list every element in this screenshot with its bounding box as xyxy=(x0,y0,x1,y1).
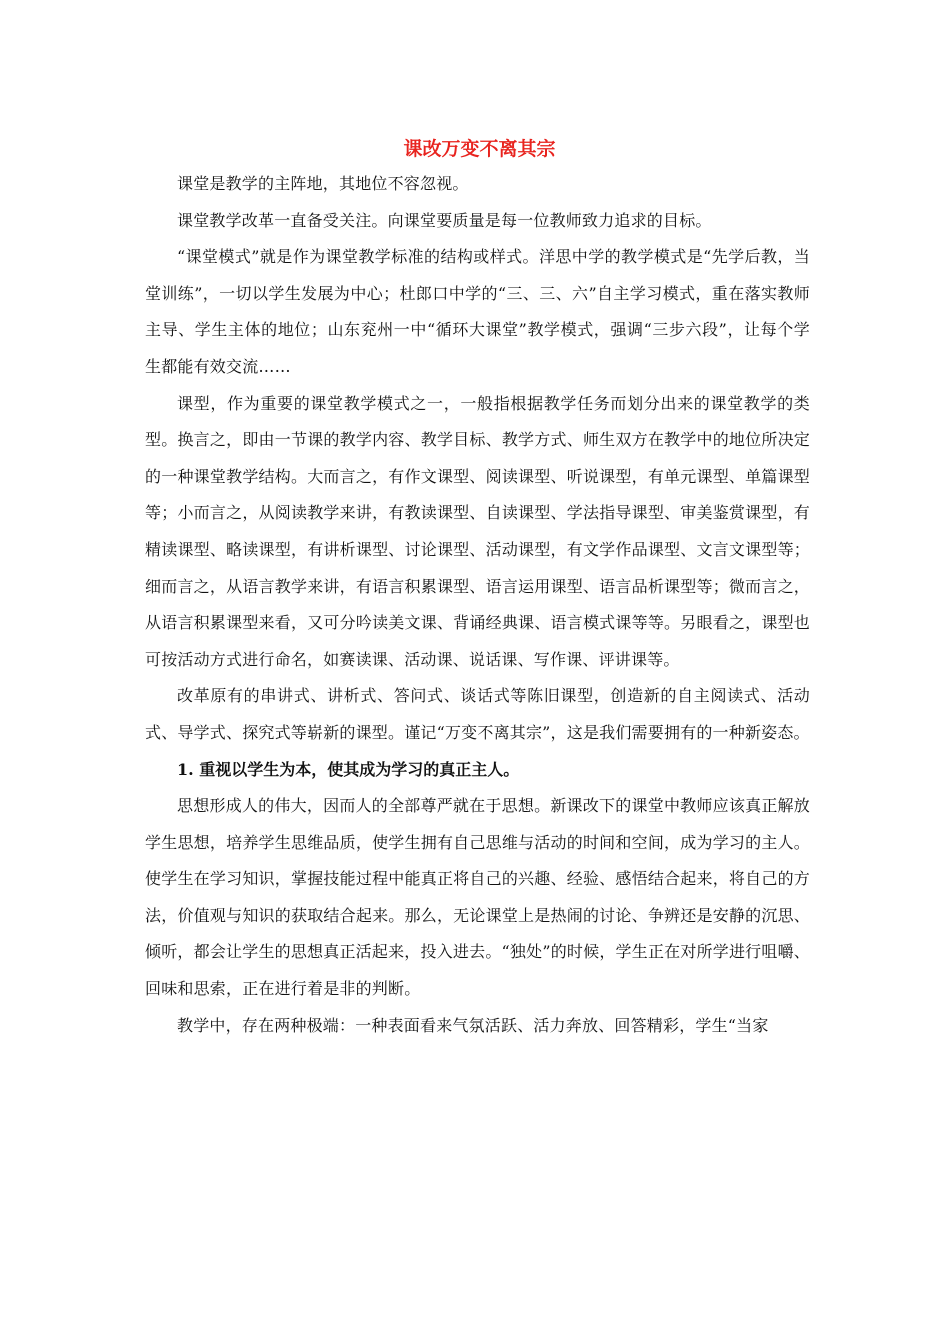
paragraph-1: 课堂是教学的主阵地，其地位不容忽视。 xyxy=(177,174,469,193)
document-body xyxy=(145,134,810,1044)
paragraph-4: 课型，作为重要的课堂教学模式之一，一般指根据教学任务而划分出来的课堂教学的类型。换言之，即由一节课的教学内容、教学目标、教学方式、师生双方在教学中的地位所决定的一种课堂教学结构。大而言之，有作文课型、阅读课型、听说课型，有单元课型、单篇课型等；小而言之，从阅读教学来讲，有教读课型、自读课型、学法指导课型、审美鉴赏课型，有精读课型、略读课型，有讲析课型、讨论课型、活动课型，有文学作品课型、文言文课型等；细而言之，从语言教学来讲，有语言积累课型、语言运用课型、语言品析课型等；微而言之，从语言积累课型来看，又可分吟读美文课、背诵经典课、语言模式课等等。另眼看之，课型也可按活动方式进行命名，如赛读课、活动课、说话课、写作课、评讲课等。 xyxy=(145,393,810,669)
paragraph-2: 课堂教学改革一直备受关注。向课堂要质量是每一位教师致力追求的目标。 xyxy=(177,210,712,230)
document-title: 课改万变不离其宗 xyxy=(403,138,556,160)
section-heading-1: 1. 重视以学生为本，使其成为学习的真正主人。 xyxy=(177,759,520,779)
paragraph-5: 改革原有的串讲式、讲析式、答问式、谈话式等陈旧课型，创造新的自主阅读式、活动式、导学式、探究式等崭新的课型。谨记“万变不离其宗”，这是我们需要拥有的一种新姿态。 xyxy=(145,686,810,742)
paragraph-3: “课堂模式”就是作为课堂教学标准的结构或样式。洋思中学的教学模式是“先学后教，当堂训练”，一切以学生发展为中心；杜郎口中学的“三、三、六”自主学习模式，重在落实教师主导、学生主体的地位；山东兖州一中“循环大课堂”教学模式，强调“三步六段”，让每个学生都能有效交流…… xyxy=(145,247,810,376)
section-1-paragraph-2: 教学中，存在两种极端：一种表面看来气氛活跃、活力奔放、回答精彩，学生“当家 xyxy=(177,1015,769,1035)
section-1-paragraph-1: 思想形成人的伟大，因而人的全部尊严就在于思想。新课改下的课堂中教师应该真正解放学生思想，培养学生思维品质，使学生拥有自己思维与活动的时间和空间，成为学习的主人。使学生在学习知识，掌握技能过程中能真正将自己的兴趣、经验、感悟结合起来，将自己的方法，价值观与知识的获取结合起来。那么，无论课堂上是热闹的讨论、争辨还是安静的沉思、倾听，都会让学生的思想真正活起来，投入进去。“独处”的时候，学生正在对所学进行咀嚼、回味和思索，正在进行着是非的判断。 xyxy=(145,796,810,999)
